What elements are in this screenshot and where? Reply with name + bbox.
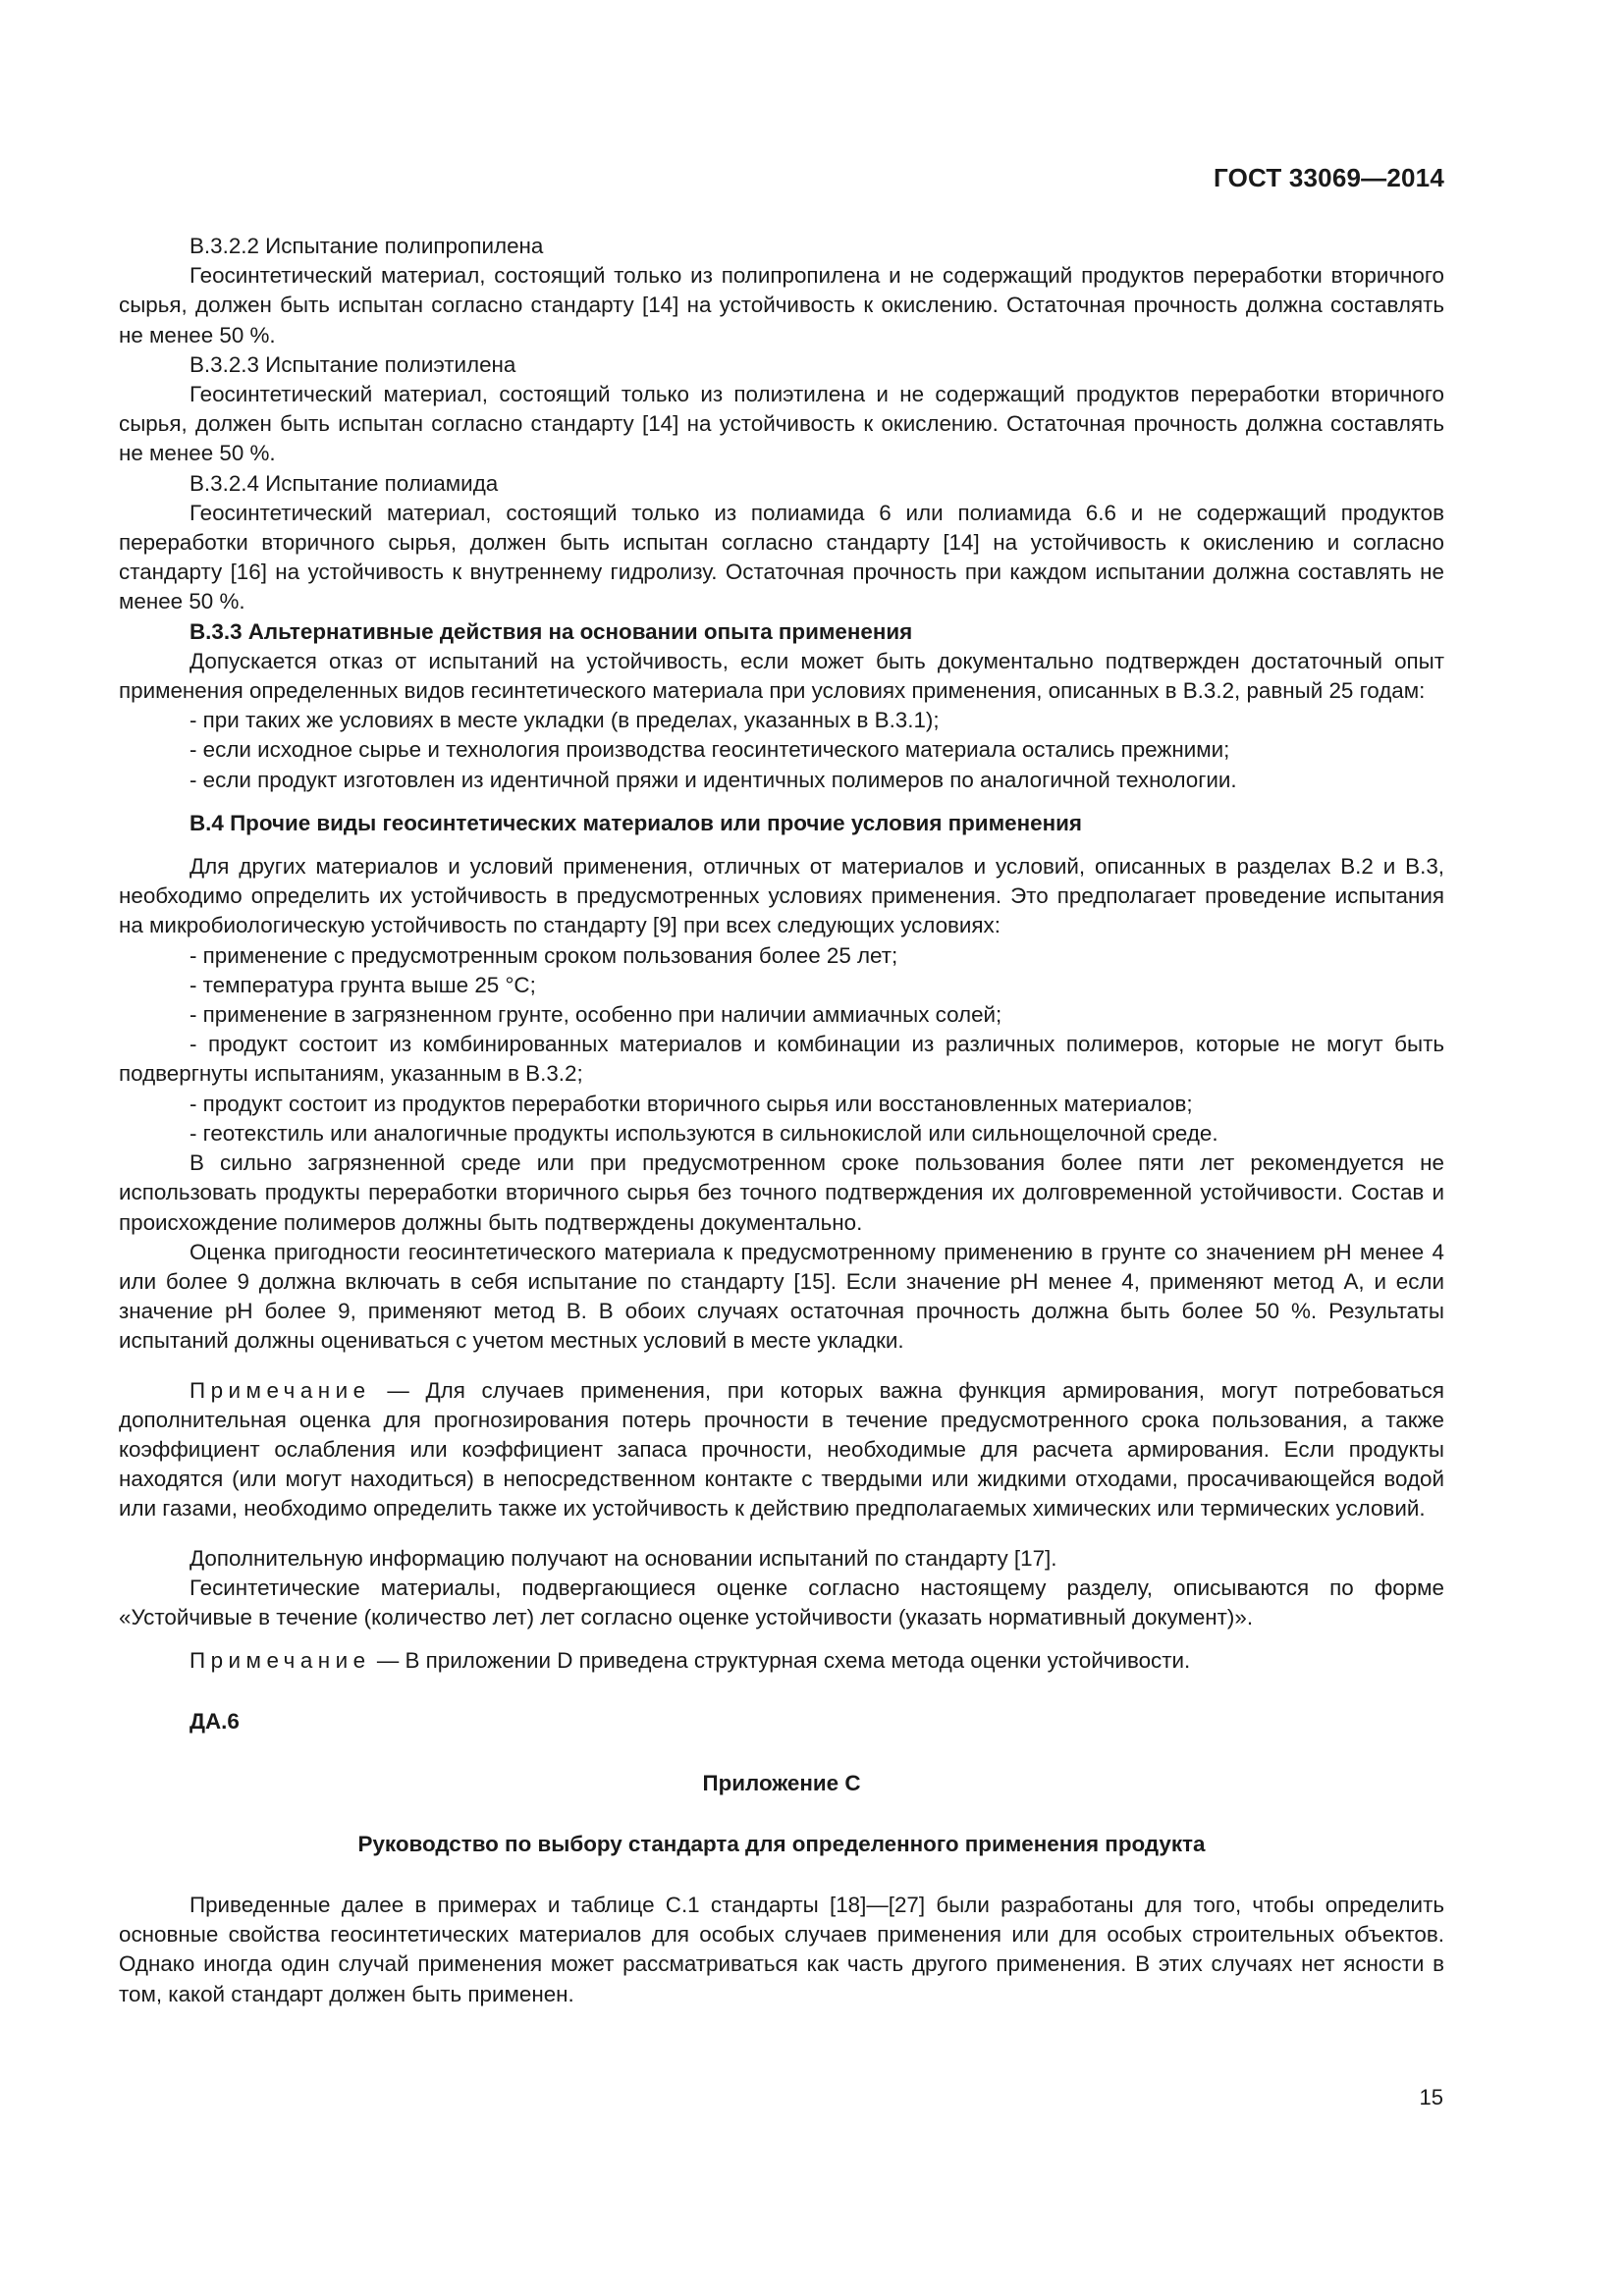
- list-item: - если исходное сырье и технология производства геосинтетического материала остались прежними;: [189, 737, 1230, 763]
- list-item: - продукт состоит из продуктов переработки вторичного сырья или восстановленных материалов;: [189, 1091, 1193, 1116]
- subsection-heading: В.3.2.3 Испытание полиэтилена: [189, 351, 516, 377]
- section-marker: ДА.6: [189, 1709, 240, 1735]
- paragraph: Геосинтетический материал, состоящий только из полиамида 6 или полиамида 6.6 и не содержащий продуктов переработки вторичного сырья, должен быть испытан согласно стандарту [14] на устойчивость к окислению и согласно стандарту [16] на устойчивость к внутреннему гидролизу. Остаточная прочность при каждом испытании должна составлять не менее 50 %.: [119, 500, 1444, 614]
- list-item: - температура грунта выше 25 °С;: [189, 972, 536, 997]
- document-header: ГОСТ 33069—2014: [1214, 163, 1444, 192]
- list-item: - применение в загрязненном грунте, особенно при наличии аммиачных солей;: [189, 1002, 1002, 1028]
- paragraph: Дополнительную информацию получают на основании испытаний по стандарту [17].: [189, 1545, 1057, 1571]
- paragraph: В сильно загрязненной среде или при предусмотренном сроке пользования более пяти лет рекомендуется не использовать продукты переработки вторичного сырья без точного подтверждения их долговременной устойчивости. Состав и происхождение полимеров должны быть подтверждены документально.: [119, 1150, 1444, 1235]
- paragraph: Приведенные далее в примерах и таблице С.1 стандарты [18]—[27] были разработаны для того, чтобы определить основные свойства геосинтетических материалов для особых случаев применения или для особых строительных объектов. Однако иногда один случай применения может рассматриваться как часть другого применения. В этих случаях нет ясности в том, какой стандарт должен быть применен.: [119, 1892, 1444, 2006]
- section-heading: В.4 Прочие виды геосинтетических материалов или прочие условия применения: [189, 810, 1082, 835]
- note-label: Примечание: [189, 1648, 371, 1674]
- paragraph: Оценка пригодности геосинтетического материала к предусмотренному применению в грунте со значением рН менее 4 или более 9 должна включать в себя испытание по стандарту [15]. Если значение рН менее 4, применяют метод А, и если значение рН более 9, применяют метод В. В обоих случаях остаточная прочность должна быть более 50 %. Результаты испытаний должны оцениваться с учетом местных условий в месте укладки.: [119, 1239, 1444, 1354]
- note: [119, 1376, 1444, 1524]
- paragraph: Геосинтетический материал, состоящий только из полиэтилена и не содержащий продуктов переработки вторичного сырья, должен быть испытан согласно стандарту [14] на устойчивость к окислению. Остаточная прочность должна составлять не менее 50 %.: [119, 382, 1444, 466]
- note-label: Примечание: [189, 1377, 371, 1403]
- appendix-subtitle: Руководство по выбору стандарта для определенного применения продукта: [357, 1831, 1206, 1856]
- paragraph: Гесинтетические материалы, подвергающиеся оценке согласно настоящему разделу, описываются по форме «Устойчивые в течение (количество лет) лет согласно оценке устойчивости (указать нормативный документ)».: [119, 1575, 1444, 1629]
- list-item: - геотекстиль или аналогичные продукты используются в сильнокислой или сильнощелочной среде.: [189, 1120, 1218, 1146]
- list-item: - при таких же условиях в месте укладки (в пределах, указанных в В.3.1);: [189, 708, 940, 733]
- note-text: — В приложении D приведена структурная схема метода оценки устойчивости.: [376, 1648, 1191, 1674]
- paragraph: Допускается отказ от испытаний на устойчивость, если может быть документально подтвержден достаточный опыт применения определенных видов гесинтетического материала при условиях применения, описанных в В.3.2, равный 25 годам:: [119, 648, 1444, 704]
- appendix-title: Приложение С: [702, 1770, 861, 1795]
- note: [119, 1646, 1444, 1676]
- paragraph: Для других материалов и условий применения, отличных от материалов и условий, описанных в разделах В.2 и В.3, необходимо определить их устойчивость в предусмотренных условиях применения. Это предполагает проведение испытания на микробиологическую устойчивость по стандарту [9] при всех следующих условиях:: [119, 854, 1444, 938]
- document-body: [119, 232, 1444, 2009]
- paragraph: Геосинтетический материал, состоящий только из полипропилена и не содержащий продуктов переработки вторичного сырья, должен быть испытан согласно стандарту [14] на устойчивость к окислению. Остаточная прочность должна составлять не менее 50 %.: [119, 263, 1444, 347]
- subsection-heading: В.3.2.4 Испытание полиамида: [189, 470, 499, 496]
- subsection-heading: В.3.2.2 Испытание полипропилена: [189, 234, 544, 258]
- list-item: - продукт состоит из комбинированных материалов и комбинации из различных полимеров, которые не могут быть подвергнуты испытаниям, указанным в В.3.2;: [119, 1032, 1444, 1087]
- note-text: — Для случаев применения, при которых важна функция армирования, могут потребоваться дополнительная оценка для прогнозирования потерь прочности в течение предусмотренного срока пользования, а также коэффициент ослабления или коэффициент запаса прочности, необходимые для расчета армирования. Если продукты находятся (или могут находиться) в непосредственном контакте с твердыми или жидкими отходами, просачивающейся водой или газами, необходимо определить также их устойчивость к действию предполагаемых химических или термических условий.: [119, 1377, 1444, 1522]
- list-item: - применение с предусмотренным сроком пользования более 25 лет;: [189, 942, 898, 968]
- list-item: - если продукт изготовлен из идентичной пряжи и идентичных полимеров по аналогичной технологии.: [189, 767, 1237, 792]
- page-number: 15: [1419, 2085, 1443, 2109]
- section-heading: В.3.3 Альтернативные действия на основании опыта применения: [189, 618, 913, 644]
